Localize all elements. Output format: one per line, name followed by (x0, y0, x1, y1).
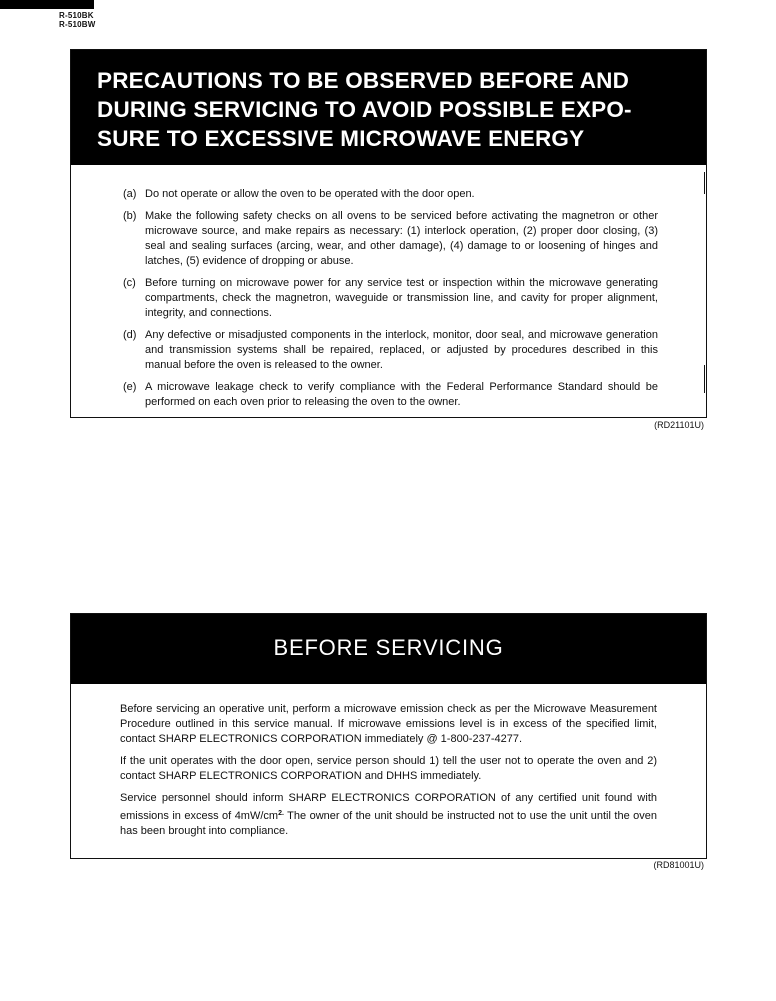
before-servicing-section (70, 613, 707, 859)
margin-tick (704, 365, 705, 393)
item-text: Before turning on microwave power for any service test or inspection within the microwave generating compartments, check the magnetron, waveguide or transmission line, and cavity for proper alignment, integrity, and connections. (145, 277, 658, 319)
precaution-item (123, 328, 658, 373)
precaution-item (123, 209, 658, 269)
item-text: Do not operate or allow the oven to be operated with the door open. (145, 188, 475, 200)
item-mark: (a) (123, 188, 137, 200)
model-code-2: R-510BW (59, 20, 96, 29)
paragraph: If the unit operates with the door open, service person should 1) tell the user not to operate the oven and 2) contact SHARP ELECTRONICS CORPORATION and DHHS immediately. (120, 755, 657, 782)
reference-code: (RD81001U) (653, 860, 704, 870)
item-text: Make the following safety checks on all ovens to be serviced before activating the magnetron or other microwave source, and make repairs as necessary: (1) interlock operation, (2) proper door closing, (3) seal and sealing surfaces (arcing, wear, and other damage), (4) damage to or loosening of hinges and latches, (5) evidence of dropping or abuse. (145, 210, 658, 267)
model-codes (59, 11, 96, 29)
paragraph-text: Service personnel should inform SHARP ELECTRONICS CORPORATION of any certified unit found with emissions in excess of 4mW/cm (120, 792, 657, 822)
precaution-item (123, 380, 658, 410)
precaution-item (123, 187, 658, 202)
precautions-title: PRECAUTIONS TO BE OBSERVED BEFORE AND DURING SERVICING TO AVOID POSSIBLE EXPO-SURE TO EXCESSIVE MICROWAVE ENERGY (71, 50, 706, 165)
item-mark: (c) (123, 277, 136, 289)
reference-code: (RD21101U) (654, 420, 704, 430)
model-code-1: R-510BK (59, 11, 94, 20)
precaution-item (123, 276, 658, 321)
before-servicing-title: BEFORE SERVICING (71, 614, 706, 684)
paragraph: Before servicing an operative unit, perform a microwave emission check as per the Microwave Measurement Procedure outlined in this service manual. If microwave emissions level is in excess of the specified limit, contact SHARP ELECTRONICS CORPORATION immediately @ 1-800-237-4277. (120, 703, 657, 745)
superscript: 2. (278, 810, 284, 817)
paragraph (120, 791, 657, 839)
precautions-list (71, 165, 706, 410)
margin-tick (704, 172, 705, 194)
paragraph-text: The owner of the unit should be instructed not to use the unit until the oven has been brought into compliance. (120, 810, 657, 837)
precautions-section (70, 49, 707, 418)
item-text: A microwave leakage check to verify compliance with the Federal Performance Standard should be performed on each oven prior to releasing the oven to the owner. (145, 381, 658, 408)
item-mark: (e) (123, 381, 137, 393)
item-mark: (d) (123, 329, 137, 341)
corner-tab (0, 0, 94, 9)
before-servicing-body (71, 684, 706, 839)
item-mark: (b) (123, 210, 137, 222)
item-text: Any defective or misadjusted components in the interlock, monitor, door seal, and microwave generation and transmission systems shall be repaired, replaced, or adjusted by procedures described in this manual before the oven is released to the owner. (145, 329, 658, 371)
